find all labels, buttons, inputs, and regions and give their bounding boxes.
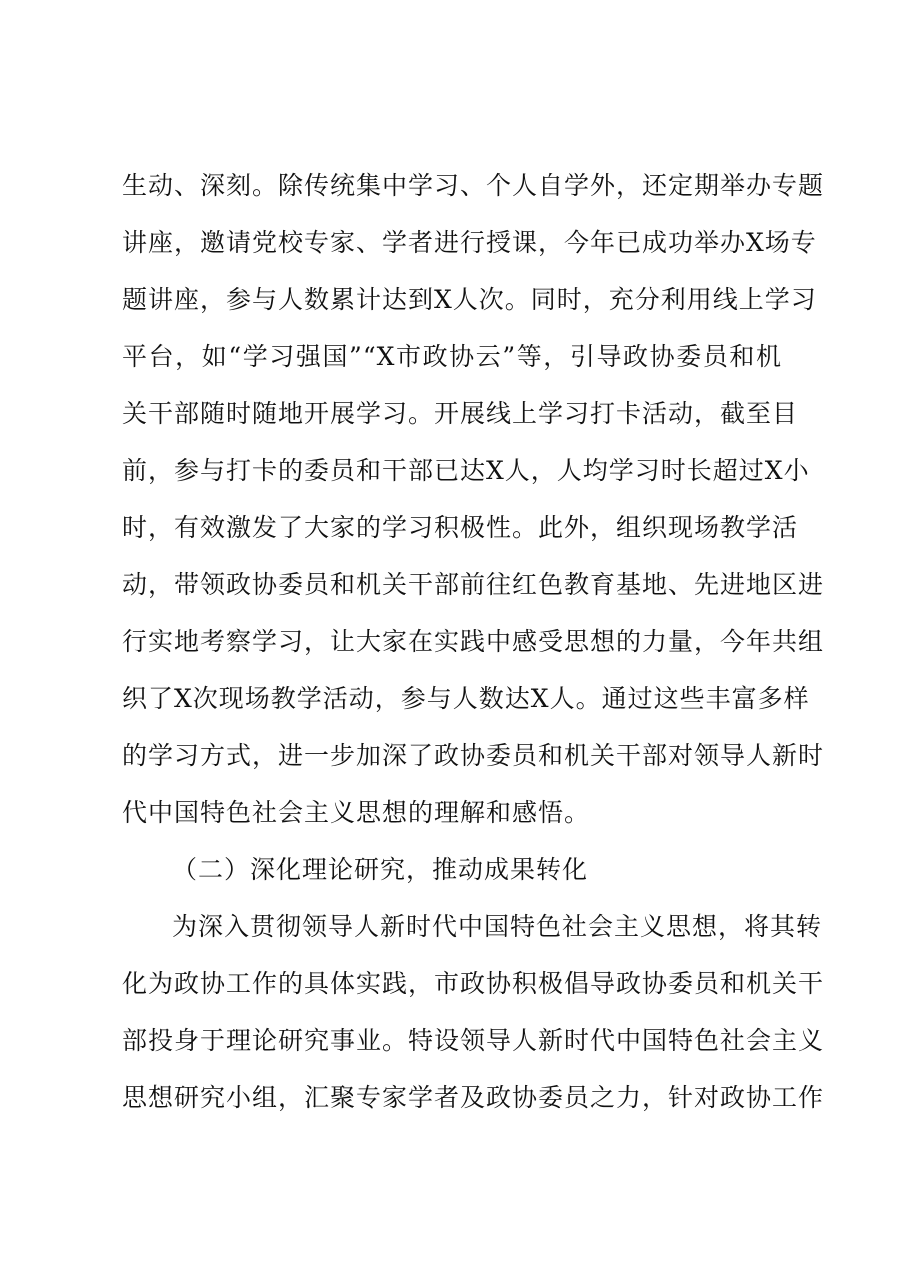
paragraph-line: 代中国特色社会主义思想的理解和感悟。	[122, 798, 591, 827]
paragraph-line: 关干部随时随地开展学习。开展线上学习打卡活动，截至目	[122, 399, 799, 428]
section-heading: （二）深化理论研究，推动成果转化	[172, 855, 589, 884]
paragraph-line: 化为政协工作的具体实践，市政协积极倡导政协委员和机关干	[122, 969, 825, 998]
paragraph-line: 动，带领政协委员和机关干部前往红色教育基地、先进地区进	[122, 570, 825, 599]
paragraph-line: 前，参与打卡的委员和干部已达X人，人均学习时长超过X小	[122, 456, 810, 485]
paragraph-line: 思想研究小组，汇聚专家学者及政协委员之力，针对政协工作	[122, 1083, 825, 1112]
paragraph-line: 题讲座，参与人数累计达到X人次。同时，充分利用线上学习	[122, 285, 817, 314]
paragraph-line: 平台，如“学习强国”“X市政协云”等，引导政协委员和机	[122, 342, 782, 371]
paragraph-line: 行实地考察学习，让大家在实践中感受思想的力量，今年共组	[122, 627, 825, 656]
paragraph-line: 生动、深刻。除传统集中学习、个人自学外，还定期举办专题	[122, 171, 825, 200]
paragraph-line: 织了X次现场教学活动，参与人数达X人。通过这些丰富多样	[122, 684, 810, 713]
paragraph-line: 的学习方式，进一步加深了政协委员和机关干部对领导人新时	[122, 741, 825, 770]
paragraph-line: 部投身于理论研究事业。特设领导人新时代中国特色社会主义	[122, 1026, 825, 1055]
paragraph-line: 讲座，邀请党校专家、学者进行授课，今年已成功举办X场专	[122, 228, 817, 257]
paragraph-line: 时，有效激发了大家的学习积极性。此外，组织现场教学活	[122, 513, 799, 542]
paragraph-line: 为深入贯彻领导人新时代中国特色社会主义思想，将其转	[172, 912, 823, 941]
